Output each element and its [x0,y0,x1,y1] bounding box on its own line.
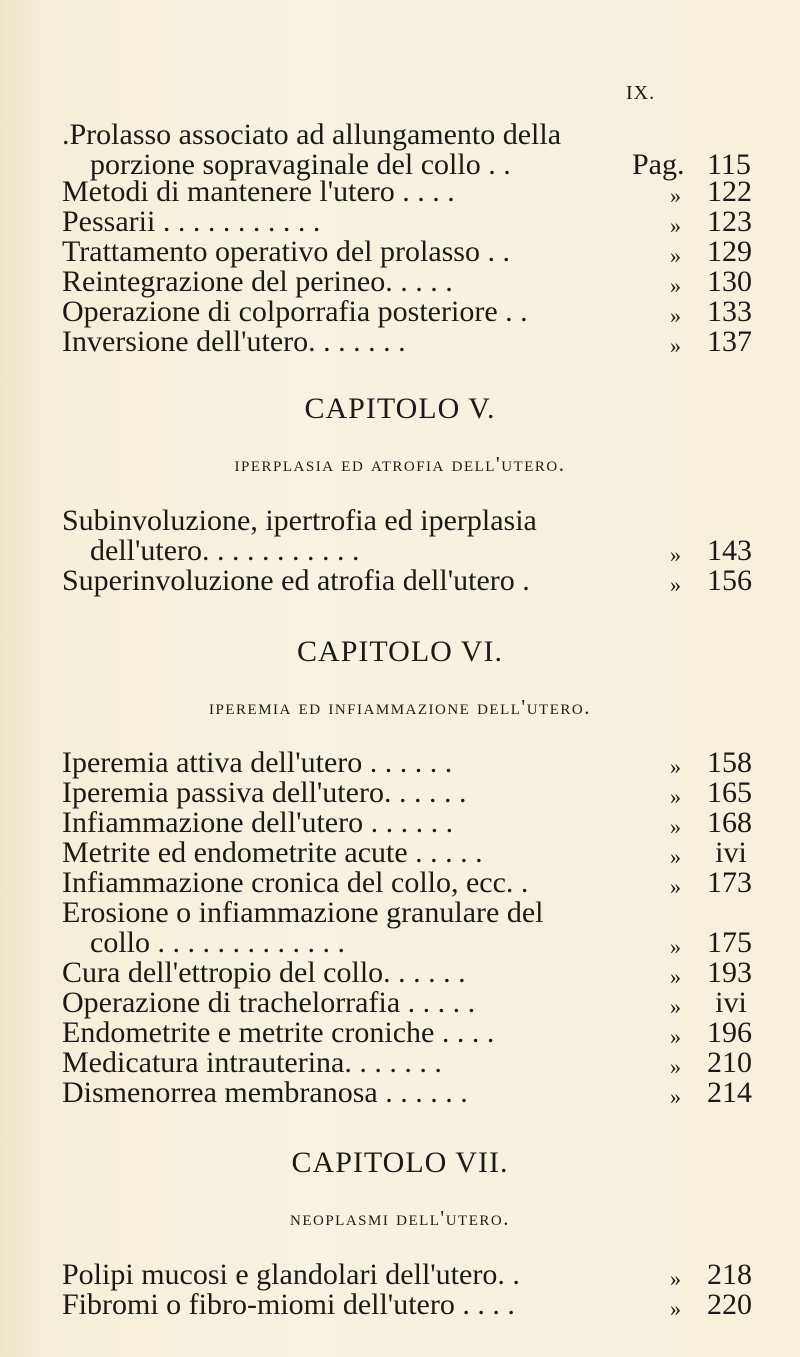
entry-title: Infiammazione dell'utero . . . . . . [62,806,454,839]
toc-entry [62,1258,752,1291]
entry-page: 133 [707,295,752,328]
entry-title: Erosione o infiammazione granulare del [62,896,544,929]
entry-title-continuation: dell'utero. . . . . . . . . . . [90,534,360,567]
entry-title: Operazione di colporrafia posteriore . . [62,295,528,328]
chapter-subtitle: iperemia ed infiammazione dell'utero. [209,695,591,719]
page-number: IX. [626,82,656,104]
toc-entry [62,205,752,238]
ditto-marker: » [670,273,681,298]
entry-page: 115 [707,148,751,181]
ditto-marker: » [670,1024,681,1049]
entry-title-continuation: porzione sopravaginale del collo . . [90,148,511,181]
ditto-marker: » [670,243,681,268]
ditto-marker: » [670,542,681,567]
entry-page: 214 [707,1076,752,1109]
toc-entry [62,504,752,570]
entry-page: 168 [707,806,752,839]
entry-title: Operazione di trachelorrafia . . . . . [62,986,476,1019]
entry-page: 129 [707,235,752,268]
toc-entry [62,836,747,869]
entry-title: Trattamento operativo del prolasso . . [62,235,510,268]
entry-page: 156 [707,564,752,597]
ditto-marker: » [670,1084,681,1109]
ditto-marker: » [670,213,681,238]
entry-title-continuation: collo . . . . . . . . . . . . . [90,926,345,959]
toc-entry [62,776,752,809]
entry-title: Pessarii . . . . . . . . . . . [62,205,321,238]
toc-entry [62,295,752,328]
ditto-marker: » [670,572,681,597]
chapter-subtitle: neoplasmi dell'utero. [290,1206,510,1230]
entry-title: Medicatura intrauterina. . . . . . . [62,1046,442,1079]
entry-page: 193 [707,956,752,989]
entry-title: Superinvoluzione ed atrofia dell'utero . [62,564,530,597]
entry-title: Cura dell'ettropio del collo. . . . . . [62,956,466,989]
toc-entry [62,564,752,597]
toc-entry [62,175,752,208]
entry-page: 143 [707,534,752,567]
ditto-marker: » [670,814,681,839]
entry-page: 165 [707,776,752,809]
ditto-marker: » [670,934,681,959]
ditto-marker: » [670,964,681,989]
ditto-marker: » [670,183,681,208]
chapter-subtitle: iperplasia ed atrofia dell'utero. [234,452,566,476]
toc-entry [62,986,747,1019]
chapter-heading: CAPITOLO V. [304,392,496,425]
entry-title: Polipi mucosi e glandolari dell'utero. . [62,1258,520,1291]
entry-title: Metrite ed endometrite acute . . . . . [62,836,483,869]
entry-page: 196 [707,1016,752,1049]
ditto-marker: » [670,303,681,328]
ditto-marker: » [670,844,681,869]
entry-page: 158 [707,746,752,779]
ditto-marker: » [670,754,681,779]
entry-title: Dismenorrea membranosa . . . . . . [62,1076,468,1109]
toc-entry [62,325,752,358]
ditto-marker: » [670,874,681,899]
entry-title: Inversione dell'utero. . . . . . . [62,325,406,358]
entry-page: ivi [715,836,747,869]
ditto-marker: » [670,1296,681,1321]
entry-page: 210 [707,1046,752,1079]
toc-entry [62,1076,752,1109]
toc-entry [62,265,752,298]
entry-page: 218 [707,1258,752,1291]
entry-title: Endometrite e metrite croniche . . . . [62,1016,495,1049]
toc-entry [62,1046,752,1079]
entry-title: Subinvoluzione, ipertrofia ed iperplasia [62,504,537,537]
toc-entry [62,1016,752,1049]
entry-page: 123 [707,205,752,238]
ditto-marker: » [670,784,681,809]
entry-title: Iperemia passiva dell'utero. . . . . . [62,776,467,809]
entry-page: 122 [707,175,752,208]
chapter-heading: CAPITOLO VII. [291,1146,509,1179]
entry-page: 130 [707,265,752,298]
entry-title: Reintegrazione del perineo. . . . . [62,265,453,298]
toc-entry [62,866,752,899]
toc-entry [62,956,752,989]
entry-page: 220 [707,1288,752,1321]
entry-title: Metodi di mantenere l'utero . . . . [62,175,455,208]
toc-entry [62,806,752,839]
toc-entry [62,1288,752,1321]
entry-title: Infiammazione cronica del collo, ecc. . [62,866,529,899]
ditto-marker: » [670,1266,681,1291]
entry-title: Fibromi o fibro-miomi dell'utero . . . . [62,1288,515,1321]
ditto-marker: » [670,333,681,358]
entry-page: 173 [707,866,752,899]
ditto-marker: » [670,1054,681,1079]
page-prefix: Pag. [632,148,685,181]
entry-page: ivi [715,986,747,1019]
ditto-marker: » [670,994,681,1019]
entry-title: Iperemia attiva dell'utero . . . . . . [62,746,453,779]
toc-entry [62,746,752,779]
entry-page: 137 [707,325,752,358]
toc-entry [62,235,752,268]
toc-entry [62,896,752,962]
entry-page: 175 [707,926,752,959]
entry-title: .Prolasso associato ad allungamento della [62,118,562,151]
chapter-heading: CAPITOLO VI. [297,635,503,668]
